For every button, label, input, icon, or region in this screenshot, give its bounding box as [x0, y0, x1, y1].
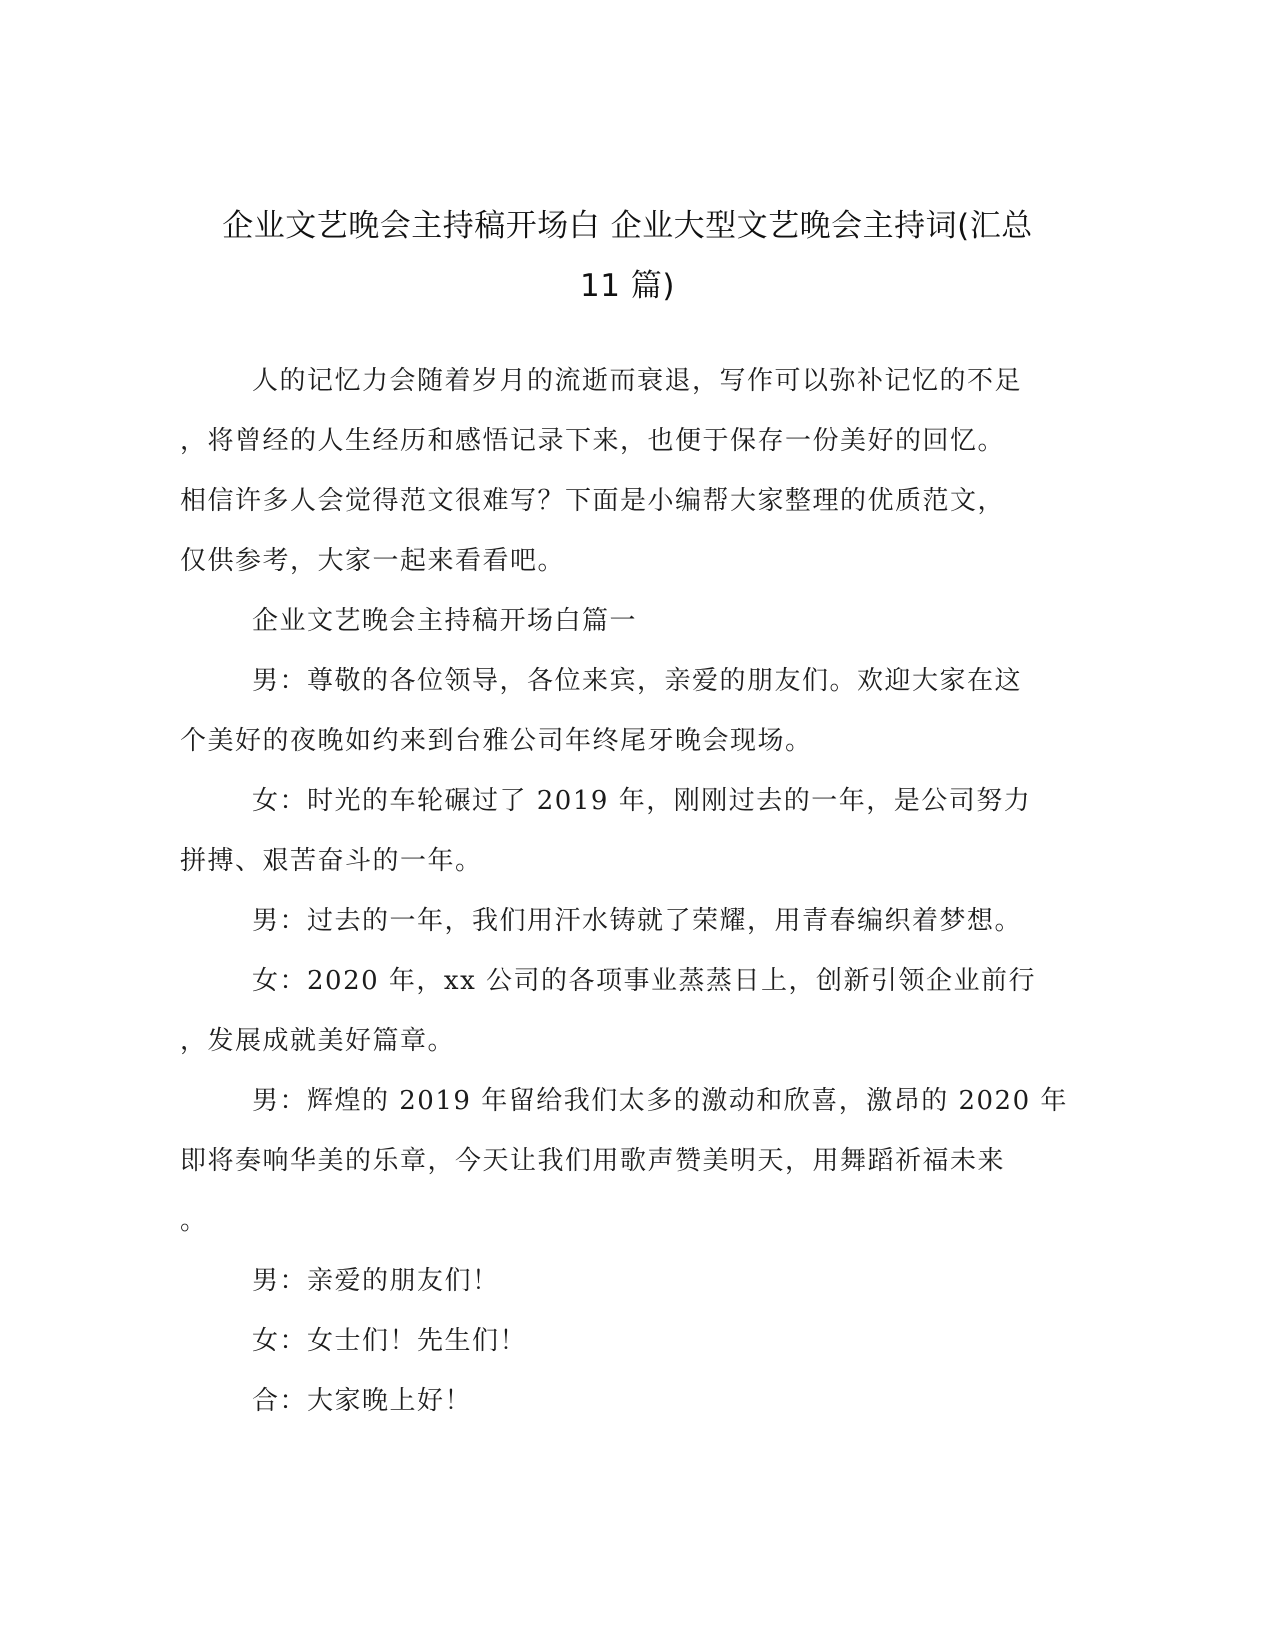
paragraph-line: 女：女士们！先生们！	[252, 1326, 528, 1356]
paragraph-line: 男：辉煌的 2019 年留给我们太多的激动和欣喜，激昂的 2020 年	[252, 1086, 1068, 1116]
paragraph-line: 相信许多人会觉得范文很难写？下面是小编帮大家整理的优质范文，	[180, 486, 1006, 516]
section-heading	[180, 591, 1040, 651]
script-paragraph	[180, 1071, 1068, 1251]
paragraph-line: 女：时光的车轮碾过了 2019 年，刚刚过去的一年，是公司努力	[252, 786, 1032, 816]
document-title	[180, 196, 1075, 316]
script-paragraph	[180, 1251, 1040, 1311]
paragraph-line: 。	[180, 1206, 208, 1236]
paragraph-line: 仅供参考，大家一起来看看吧。	[180, 546, 566, 576]
script-paragraph	[180, 891, 1040, 951]
paragraph-line: 人的记忆力会随着岁月的流逝而衰退，写作可以弥补记忆的不足	[252, 366, 1023, 396]
paragraph-line: 男：尊敬的各位领导，各位来宾，亲爱的朋友们。欢迎大家在这	[252, 666, 1023, 696]
paragraph-line: 女：2020 年，xx 公司的各项事业蒸蒸日上，创新引领企业前行	[252, 966, 1037, 996]
script-paragraph	[180, 1311, 1040, 1371]
paragraph-line: 男：过去的一年，我们用汗水铸就了荣耀，用青春编织着梦想。	[252, 906, 1023, 936]
script-paragraph	[180, 1371, 1040, 1431]
paragraph-line: 即将奏响华美的乐章，今天让我们用歌声赞美明天，用舞蹈祈福未来	[180, 1146, 1006, 1176]
intro-paragraph	[180, 351, 1040, 591]
section-heading-line: 企业文艺晚会主持稿开场白篇一	[252, 606, 638, 636]
paragraph-line: 个美好的夜晚如约来到台雅公司年终尾牙晚会现场。	[180, 726, 813, 756]
paragraph-line: 男：亲爱的朋友们！	[252, 1266, 500, 1296]
script-paragraph	[180, 951, 1040, 1071]
paragraph-line: ，发展成就美好篇章。	[180, 1026, 456, 1056]
document-body	[180, 351, 1068, 1431]
script-paragraph	[180, 771, 1040, 891]
paragraph-line: 合：大家晚上好！	[252, 1386, 473, 1416]
script-paragraph	[180, 651, 1040, 771]
paragraph-line: ，将曾经的人生经历和感悟记录下来，也便于保存一份美好的回忆。	[180, 426, 1006, 456]
title-line: 11 篇)	[580, 268, 675, 304]
paragraph-line: 拼搏、艰苦奋斗的一年。	[180, 846, 483, 876]
title-line: 企业文艺晚会主持稿开场白 企业大型文艺晚会主持词(汇总	[222, 208, 1033, 244]
